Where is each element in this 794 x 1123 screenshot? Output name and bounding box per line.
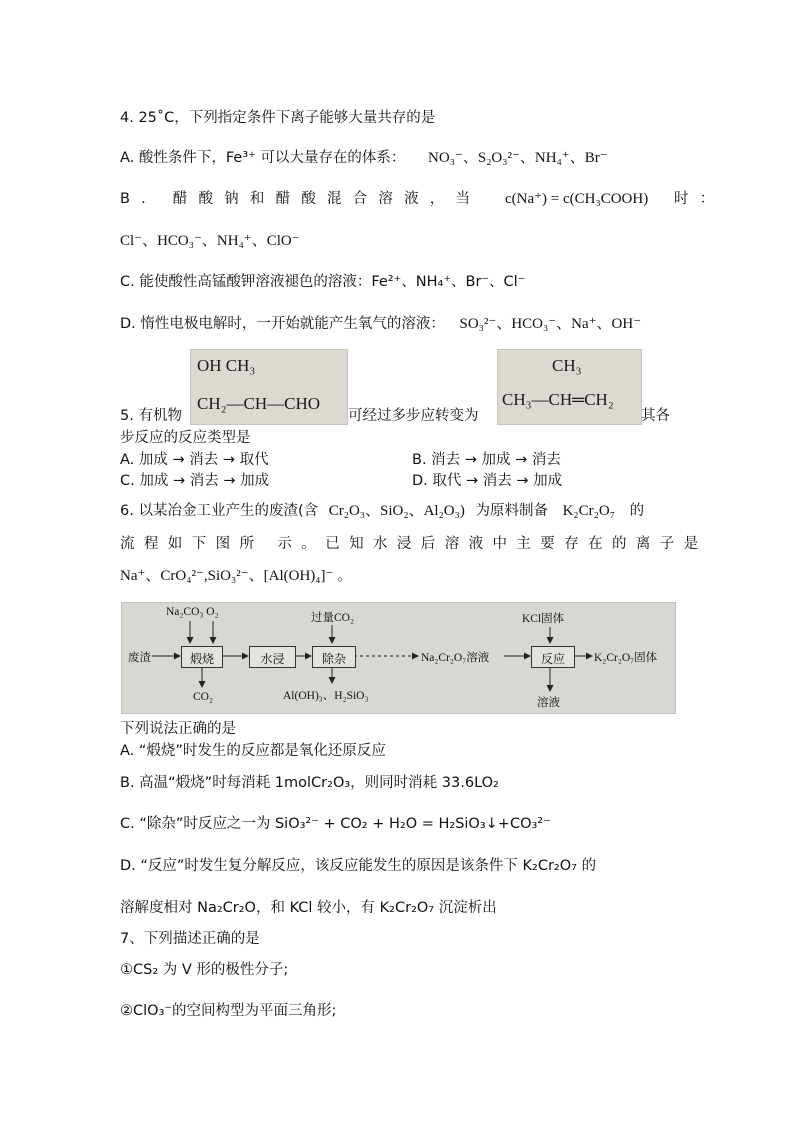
flow-box-soak: [249, 646, 296, 668]
q6-option-d-line2: 溶解度相对 Na₂Cr₂O，和 KCl 较小，有 K₂Cr₂O₇ 沉淀析出: [120, 900, 497, 916]
flow-box-react-label: 反应: [540, 652, 565, 666]
flow-box-roast: [181, 646, 223, 668]
q7-item-1: ①CS₂ 为 V 形的极性分子;: [120, 962, 289, 978]
q5-option-a: A. 加成 → 消去 → 取代: [120, 452, 269, 468]
q7-item-2: ②ClO₃⁻的空间构型为平面三角形;: [120, 1003, 337, 1019]
q6-line1-b: Cr₂O₃、SiO₂、Al₂O₃): [328, 503, 465, 519]
q5-structure-image-2: [497, 349, 642, 425]
q4-option-d-ions: SO₃²⁻、HCO₃⁻、Na⁺、OH⁻: [459, 316, 642, 332]
q4-option-b: [120, 190, 725, 208]
q5-option-b: B. 消去 → 加成 → 消去: [412, 452, 561, 468]
flow-product: K₂Cr₂O₇固体: [594, 652, 658, 664]
flow-solution-out: 溶液: [537, 697, 560, 709]
q7-stem: 7、下列描述正确的是: [120, 931, 260, 947]
q5-structure-image-1: [190, 349, 348, 425]
flow-reagents-in: Na₂CO₃ O₂: [166, 606, 219, 618]
q5-option-c: C. 加成 → 消去 → 加成: [120, 473, 270, 489]
q6-line1-d: K₂Cr₂O₇: [562, 503, 615, 519]
flow-box-react: [531, 646, 575, 668]
q6-flow-chart: [121, 602, 676, 714]
q5-structure-2-bottom: CH₃—CH═CH₂: [502, 390, 614, 409]
flow-co2-out: CO₂: [193, 691, 213, 703]
q6-line1-a: 6. 以某冶金工业产生的废渣(含: [120, 503, 319, 519]
q6-option-c: C. “除杂”时反应之一为 SiO₃²⁻ + CO₂ + H₂O = H₂SiO₃↓+CO₃²⁻: [120, 816, 551, 832]
flow-box-remove: [312, 646, 356, 668]
q6-line3: Na⁺、CrO₄²⁻,SiO₃²⁻、[Al(OH)₄]⁻ 。: [120, 568, 353, 584]
q5-option-d: D. 取代 → 消去 → 加成: [412, 473, 563, 489]
flow-box-roast-label: 煅烧: [189, 652, 214, 666]
flow-co2-in: 过量CO₂: [311, 612, 354, 624]
q5-middle-text: 可经过多步应转变为: [348, 408, 479, 424]
q4-stem: 4. 25˚C，下列指定条件下离子能够大量共存的是: [120, 110, 436, 126]
q5-prefix: 5. 有机物: [120, 408, 182, 424]
q6-option-a: A. “煅烧”时发生的反应都是氧化还原反应: [120, 743, 386, 759]
flow-box-soak-label: 水浸: [260, 652, 285, 666]
q4-option-d: [120, 315, 641, 333]
q4-option-a-text: A. 酸性条件下，Fe³⁺ 可以大量存在的体系：: [120, 150, 406, 166]
q6-line1-c: 为原料制备: [475, 503, 548, 519]
q4-option-b-formula: c(Na⁺) = c(CH₃COOH): [504, 191, 649, 207]
q5-line2: 步反应的反应类型是: [120, 430, 251, 446]
q5-structure-2-top: CH₃: [552, 356, 582, 375]
q4-option-d-text: D. 惰性电极电解时，一开始就能产生氧气的溶液：: [120, 316, 445, 332]
q4-option-b-text: B. 醋酸钠和醋酸混合溶液，当: [120, 191, 482, 207]
flow-waste: 废渣: [128, 652, 151, 664]
q4-option-b-tail: 时：: [674, 191, 726, 207]
flow-box-remove-label: 除杂: [321, 652, 346, 666]
q4-option-b-ions: Cl⁻、HCO₃⁻、NH₄⁺、ClO⁻: [120, 233, 300, 249]
q6-line1: [120, 502, 644, 520]
q6-line2: 流程如下图所 示。已知水浸后溶液中主要存在的离子是: [120, 536, 708, 552]
q5-structure-1-bottom: CH₂—CH—CHO: [197, 394, 321, 413]
flow-precipitate: Al(OH)₃、H₂SiO₃: [283, 690, 369, 702]
q6-option-b: B. 高温“煅烧”时每消耗 1molCr₂O₃，则同时消耗 33.6LO₂: [120, 775, 499, 791]
q4-option-a: [120, 149, 608, 167]
flow-kcl: KCl固体: [522, 613, 565, 625]
q6-ask: 下列说法正确的是: [120, 721, 236, 737]
q6-line1-e: 的: [629, 503, 645, 519]
q6-option-d-line1: D. “反应”时发生复分解反应，该反应能发生的原因是该条件下 K₂Cr₂O₇ 的: [120, 858, 597, 874]
q5-structure-1-top: OH CH₃: [197, 356, 256, 375]
q4-option-c: C. 能使酸性高锰酸钾溶液褪色的溶液：Fe²⁺、NH₄⁺、Br⁻、Cl⁻: [120, 274, 526, 290]
q5-suffix: 其各: [641, 408, 670, 424]
q4-option-a-ions: NO₃⁻、S₂O₃²⁻、NH₄⁺、Br⁻: [428, 150, 608, 166]
flow-mid-solution: Na₂Cr₂O₇溶液: [421, 652, 490, 664]
